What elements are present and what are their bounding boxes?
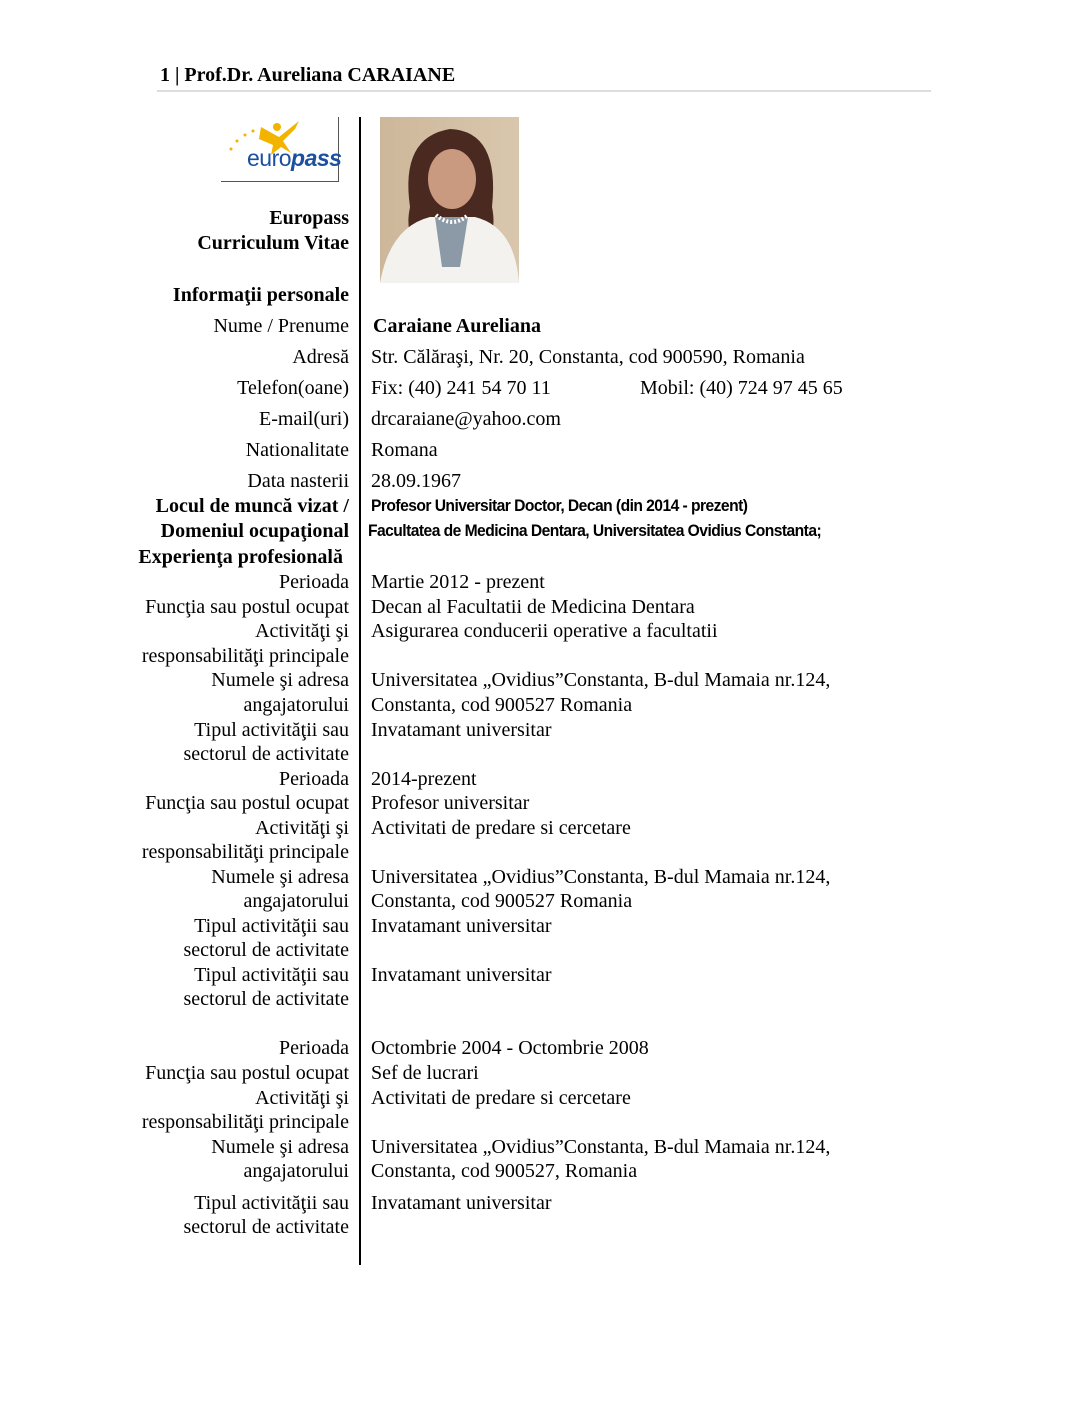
row-label: Tipul activităţii sau (194, 915, 349, 937)
row-label: Numele şi adresa (211, 1136, 349, 1158)
row-label: Nume / Prenume (213, 315, 349, 337)
row-label: Tipul activităţii sau (194, 1192, 349, 1214)
row-label: responsabilităţi principale (141, 841, 349, 863)
row-label: Data nasterii (247, 470, 349, 492)
row-label: Funcţia sau postul ocupat (145, 596, 349, 618)
row-label: responsabilităţi principale (141, 645, 349, 667)
europass-logo (221, 117, 342, 182)
row-label: Activităţi şi (255, 1087, 349, 1109)
row-label: responsabilităţi principale (141, 1111, 349, 1133)
row-value: Constanta, cod 900527 Romania (371, 890, 633, 912)
row-value: 2014-prezent (371, 768, 477, 790)
row-value: Asigurarea conducerii operative a facultatii (371, 620, 718, 642)
row-label: Telefon(oane) (237, 377, 349, 399)
row-value: Romana (371, 439, 438, 461)
row-value: Activitati de predare si cercetare (371, 1087, 631, 1109)
row-value: Profesor Universitar Doctor, Decan (din 2014 - prezent) (371, 496, 748, 515)
cv-title-line2: Curriculum Vitae (197, 232, 349, 254)
row-value: Fix: (40) 241 54 70 11 (371, 377, 551, 399)
header-rule (157, 90, 931, 92)
row-label: Tipul activităţii sau (194, 964, 349, 986)
row-label: Perioada (279, 1037, 349, 1059)
row-value: Decan al Facultatii de Medicina Dentara (371, 596, 695, 618)
row-value: drcaraiane@yahoo.com (371, 408, 561, 430)
row-value: Invatamant universitar (371, 719, 552, 741)
row-label: sectorul de activitate (183, 939, 349, 961)
section-personal-info: Informaţii personale (172, 284, 349, 306)
page-header-title: 1 | Prof.Dr. Aureliana CARAIANE (160, 64, 456, 86)
row-label: Activităţi şi (255, 620, 349, 642)
row-label: Adresă (292, 346, 349, 368)
row-value: Constanta, cod 900527 Romania (371, 694, 633, 716)
cv-title-line1: Europass (269, 207, 349, 229)
row-label: Funcţia sau postul ocupat (145, 792, 349, 814)
row-value: Universitatea „Ovidius”Constanta, B-dul Mamaia nr.124, (371, 669, 831, 691)
row-label: angajatorului (243, 890, 349, 912)
profile-photo (380, 117, 519, 283)
row-value: Octombrie 2004 - Octombrie 2008 (371, 1037, 649, 1059)
row-value: Facultatea de Medicina Dentara, Universitatea Ovidius Constanta; (368, 521, 822, 540)
row-value: Caraiane Aureliana (373, 315, 541, 337)
row-label: angajatorului (243, 1160, 349, 1182)
row-value: Constanta, cod 900527, Romania (371, 1160, 638, 1182)
row-label: Perioada (279, 571, 349, 593)
row-value-mobile: Mobil: (40) 724 97 45 65 (640, 377, 843, 399)
row-value: Activitati de predare si cercetare (371, 817, 631, 839)
row-label: Tipul activităţii sau (194, 719, 349, 741)
row-label: E-mail(uri) (259, 408, 349, 430)
column-divider (359, 117, 361, 1265)
row-value: Invatamant universitar (371, 964, 552, 986)
row-label: Numele şi adresa (211, 866, 349, 888)
row-value: Universitatea „Ovidius”Constanta, B-dul Mamaia nr.124, (371, 866, 831, 888)
row-value: Profesor universitar (371, 792, 530, 814)
row-label: Numele şi adresa (211, 669, 349, 691)
row-label: Perioada (279, 768, 349, 790)
row-label: Experienţa profesională (138, 546, 343, 568)
row-value: Martie 2012 - prezent (371, 571, 545, 593)
row-value: 28.09.1967 (371, 470, 461, 492)
row-label: sectorul de activitate (183, 1216, 349, 1238)
row-label: Nationalitate (245, 439, 349, 461)
row-label: Activităţi şi (255, 817, 349, 839)
row-label: Funcţia sau postul ocupat (145, 1062, 349, 1084)
row-value: Invatamant universitar (371, 915, 552, 937)
europass-wordmark: europass (247, 145, 342, 171)
row-label: angajatorului (243, 694, 349, 716)
row-label: sectorul de activitate (183, 988, 349, 1010)
row-value: Universitatea „Ovidius”Constanta, B-dul Mamaia nr.124, (371, 1136, 831, 1158)
row-value: Str. Călăraşi, Nr. 20, Constanta, cod 900590, Romania (371, 346, 805, 368)
row-label: sectorul de activitate (183, 743, 349, 765)
row-value: Invatamant universitar (371, 1192, 552, 1214)
row-label: Locul de muncă vizat / (155, 495, 349, 517)
row-label: Domeniul ocupaţional (160, 520, 349, 542)
row-value: Sef de lucrari (371, 1062, 479, 1084)
